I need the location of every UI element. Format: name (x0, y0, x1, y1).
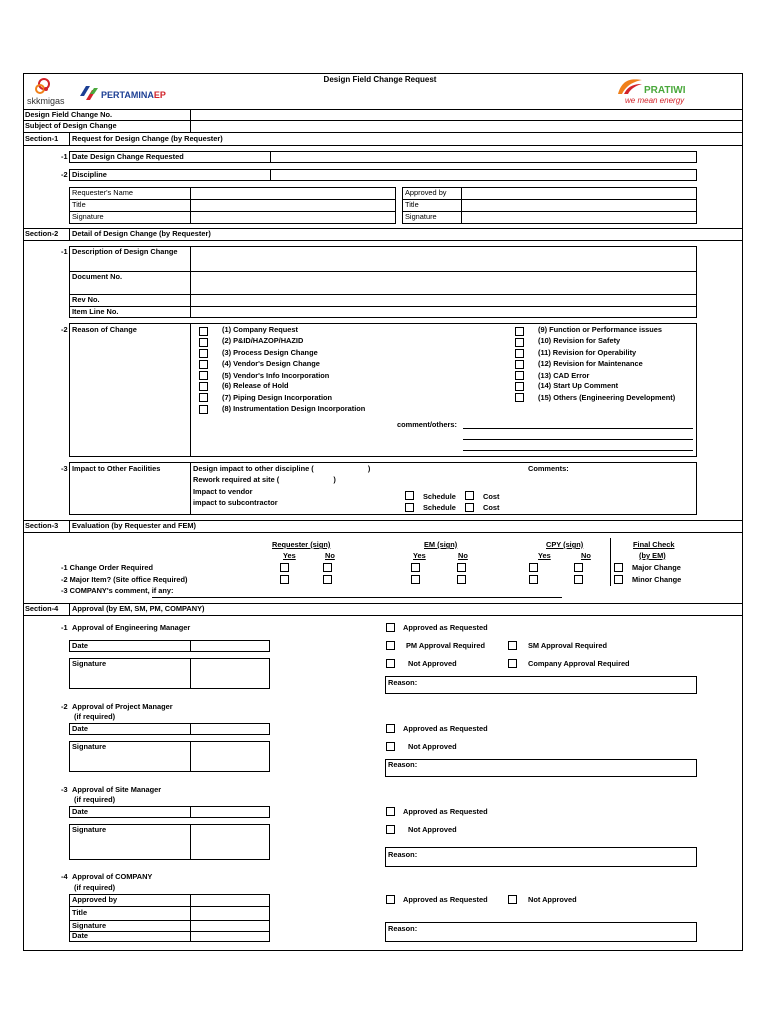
em-reason-field[interactable] (385, 676, 697, 694)
reason-of-change-label: Reason of Change (72, 325, 137, 334)
company-comment-label: -3 COMPANY's comment, if any: (61, 586, 174, 595)
s1-date-label: Date Design Change Requested (72, 152, 184, 161)
requesters-name-input[interactable] (191, 188, 395, 198)
document-no-input[interactable] (191, 272, 696, 293)
mi-requester-yes-checkbox[interactable] (280, 575, 289, 584)
co-reason-label: Reason: (388, 924, 418, 933)
s2-item1-num: -1 (61, 247, 68, 256)
major-item-label: -2 Major Item? (Site office Required) (61, 575, 188, 584)
em-reason-label: Reason: (388, 678, 418, 687)
subject-input[interactable] (191, 121, 741, 131)
co-signature-input[interactable] (191, 921, 269, 930)
minor-change-checkbox[interactable] (614, 575, 623, 584)
requester-title-input[interactable] (191, 200, 395, 210)
reason-4-label: (4) Vendor's Design Change (222, 359, 320, 368)
em-not-approved-label: Not Approved (408, 659, 457, 668)
comment-line-1[interactable] (463, 428, 693, 429)
s1-item1-num: -1 (61, 152, 68, 161)
document-no-label: Document No. (72, 272, 123, 281)
requester-title-label: Title (72, 200, 86, 209)
co-not-approved-label: Not Approved (528, 895, 577, 904)
reason-12-checkbox[interactable] (515, 360, 524, 369)
sm-not-approved-label: Not Approved (408, 825, 457, 834)
cpy-yes-header: Yes (538, 551, 551, 560)
s4-sm-num: -3 (61, 785, 68, 794)
requesters-name-label: Requester's Name (72, 188, 133, 197)
subcontractor-cost-checkbox[interactable] (465, 503, 474, 512)
reason-15-checkbox[interactable] (515, 393, 524, 402)
reason-1-checkbox[interactable] (199, 327, 208, 336)
vendor-cost-checkbox[interactable] (465, 491, 474, 500)
requester-no-header: No (325, 551, 335, 560)
reason-5-label: (5) Vendor's Info Incorporation (222, 371, 330, 380)
co-date-input[interactable] (191, 932, 269, 941)
pm-approved-checkbox[interactable] (386, 724, 395, 733)
co-approved-by-input[interactable] (191, 895, 269, 905)
s4-co-num: -4 (61, 872, 68, 881)
pm-approved-label: Approved as Requested (403, 724, 488, 733)
pm-reason-label: Reason: (388, 760, 418, 769)
co-approval-label: Approval of COMPANY (72, 872, 153, 881)
co-approved-by-label: Approved by (72, 895, 118, 904)
s1-discipline-input[interactable] (271, 170, 696, 180)
company-comment-line[interactable] (152, 597, 562, 598)
reason-8-checkbox[interactable] (199, 405, 208, 414)
vendor-schedule-label: Schedule (423, 492, 456, 501)
em-company-required-label: Company Approval Required (528, 659, 630, 668)
em-approved-label: Approved as Requested (403, 623, 488, 632)
major-change-label: Major Change (632, 563, 681, 572)
reason-3-checkbox[interactable] (199, 349, 208, 358)
reason-5-checkbox[interactable] (199, 371, 208, 380)
em-approval-label: Approval of Engineering Manager (72, 623, 191, 632)
reason-6-checkbox[interactable] (199, 382, 208, 391)
pm-approval-label: Approval of Project Manager (72, 702, 173, 711)
section1-title: Request for Design Change (by Requester) (72, 134, 223, 143)
section1-label: Section-1 (25, 134, 59, 143)
description-input[interactable] (191, 247, 696, 270)
item-line-no-input[interactable] (191, 307, 696, 317)
reason-11-label: (11) Revision for Operability (538, 348, 637, 357)
vendor-cost-label: Cost (483, 492, 500, 501)
vendor-schedule-checkbox[interactable] (405, 491, 414, 500)
approver-signature-input[interactable] (462, 212, 696, 223)
reason-15-label: (15) Others (Engineering Development) (538, 393, 676, 402)
requester-signature-label: Signature (72, 212, 104, 221)
co-requester-yes-checkbox[interactable] (280, 563, 289, 572)
final-check-header: Final Check (633, 540, 675, 549)
comment-others-label: comment/others: (397, 420, 457, 429)
section2-title: Detail of Design Change (by Requester) (72, 229, 211, 238)
sm-if-required: (if required) (74, 795, 116, 804)
em-approved-checkbox[interactable] (386, 623, 395, 632)
s1-date-input[interactable] (271, 152, 696, 162)
em-sign-header: EM (sign) (424, 540, 458, 549)
pertamina-logo-text: PERTAMINAEP (101, 90, 166, 100)
s2-item2-num: -2 (61, 325, 68, 334)
co-date-label: Date (72, 931, 89, 940)
pm-date-input[interactable] (191, 724, 269, 734)
sm-approved-checkbox[interactable] (386, 807, 395, 816)
em-pm-required-checkbox[interactable] (386, 641, 395, 650)
reason-7-checkbox[interactable] (199, 393, 208, 402)
em-date-label: Date (72, 641, 89, 650)
item-line-no-label: Item Line No. (72, 307, 119, 316)
pratiwi-logo-mark (616, 76, 644, 96)
em-date-input[interactable] (191, 641, 269, 651)
sm-signature-label: Signature (72, 825, 107, 834)
reason-4-checkbox[interactable] (199, 360, 208, 369)
reason-12-label: (12) Revision for Maintenance (538, 359, 643, 368)
subcontractor-schedule-label: Schedule (423, 503, 456, 512)
em-no-header: No (458, 551, 468, 560)
em-signature-label: Signature (72, 659, 107, 668)
requester-signature-input[interactable] (191, 212, 395, 223)
approver-signature-label: Signature (405, 212, 437, 221)
em-not-approved-checkbox[interactable] (386, 659, 395, 668)
subcontractor-cost-label: Cost (483, 503, 500, 512)
cpy-sign-header: CPY (sign) (546, 540, 584, 549)
section3-label: Section-3 (25, 521, 59, 530)
description-label: Description of Design Change (72, 247, 178, 256)
comment-line-2[interactable] (463, 439, 693, 440)
approver-title-label: Title (405, 200, 419, 209)
rev-no-label: Rev No. (72, 295, 100, 304)
sm-date-label: Date (72, 807, 89, 816)
impact-vendor-label: Impact to vendor (193, 487, 253, 496)
pm-not-approved-label: Not Approved (408, 742, 457, 751)
skkmigas-logo-text: skkmigas (27, 96, 65, 106)
section3-title: Evaluation (by Requester and FEM) (72, 521, 197, 530)
reason-2-label: (2) P&ID/HAZOP/HAZID (222, 336, 304, 345)
reason-7-label: (7) Piping Design Incorporation (222, 393, 333, 402)
requester-yes-header: Yes (283, 551, 296, 560)
co-em-no-checkbox[interactable] (457, 563, 466, 572)
pm-not-approved-checkbox[interactable] (386, 742, 395, 751)
sm-signature-input[interactable] (191, 825, 269, 859)
co-title-label: Title (72, 908, 88, 917)
mi-em-no-checkbox[interactable] (457, 575, 466, 584)
by-em-header: (by EM) (639, 551, 666, 560)
comment-line-3[interactable] (463, 450, 693, 451)
co-cpy-yes-checkbox[interactable] (529, 563, 538, 572)
approved-by-label: Approved by (405, 188, 447, 197)
co-title-input[interactable] (191, 907, 269, 919)
reason-13-checkbox[interactable] (515, 371, 524, 380)
sm-date-input[interactable] (191, 807, 269, 817)
s4-em-num: -1 (61, 623, 68, 632)
section2-label: Section-2 (25, 229, 59, 238)
reason-9-label: (9) Function or Performance issues (538, 325, 663, 334)
co-approved-label: Approved as Requested (403, 895, 488, 904)
reason-10-label: (10) Revision for Safety (538, 336, 621, 345)
approver-title-input[interactable] (462, 200, 696, 210)
reason-14-label: (14) Start Up Comment (538, 381, 619, 390)
reason-13-label: (13) CAD Error (538, 371, 590, 380)
em-company-required-checkbox[interactable] (508, 659, 517, 668)
co-em-yes-checkbox[interactable] (411, 563, 420, 572)
reason-2-checkbox[interactable] (199, 338, 208, 347)
minor-change-label: Minor Change (632, 575, 682, 584)
major-change-checkbox[interactable] (614, 563, 623, 572)
impact-subcontractor-label: impact to subcontractor (193, 498, 278, 507)
mi-cpy-yes-checkbox[interactable] (529, 575, 538, 584)
co-approved-checkbox[interactable] (386, 895, 395, 904)
subcontractor-schedule-checkbox[interactable] (405, 503, 414, 512)
pratiwi-tagline: we mean energy (625, 96, 685, 105)
field-change-no-label: Design Field Change No. (25, 110, 113, 119)
em-sm-required-checkbox[interactable] (508, 641, 517, 650)
section4-title: Approval (by EM, SM, PM, COMPANY) (72, 604, 205, 613)
reason-1-label: (1) Company Request (222, 325, 298, 334)
co-signature-label: Signature (72, 921, 107, 930)
pm-reason-field[interactable] (385, 759, 697, 777)
pm-if-required: (if required) (74, 712, 116, 721)
comments-label: Comments: (528, 464, 569, 473)
em-signature-input[interactable] (191, 659, 269, 688)
pm-signature-input[interactable] (191, 742, 269, 771)
s1-discipline-label: Discipline (72, 170, 107, 179)
co-cpy-no-checkbox[interactable] (574, 563, 583, 572)
reason-14-checkbox[interactable] (515, 382, 524, 391)
mi-cpy-no-checkbox[interactable] (574, 575, 583, 584)
field-change-no-input[interactable] (191, 110, 741, 120)
sm-reason-field[interactable] (385, 847, 697, 867)
cpy-no-header: No (581, 551, 591, 560)
co-if-required: (if required) (74, 883, 116, 892)
pm-signature-label: Signature (72, 742, 107, 751)
mi-em-yes-checkbox[interactable] (411, 575, 420, 584)
s1-item2-num: -2 (61, 170, 68, 179)
co-requester-no-checkbox[interactable] (323, 563, 332, 572)
mi-requester-no-checkbox[interactable] (323, 575, 332, 584)
change-order-label: -1 Change Order Required (61, 563, 153, 572)
impact-discipline-label: Design impact to other discipline ( ) (193, 464, 371, 473)
sm-approval-label: Approval of Site Manager (72, 785, 162, 794)
reason-8-label: (8) Instrumentation Design Incorporation (222, 404, 366, 413)
sm-approved-label: Approved as Requested (403, 807, 488, 816)
pratiwi-logo-text: PRATIWI (644, 85, 686, 96)
sm-reason-label: Reason: (388, 850, 418, 859)
sm-not-approved-checkbox[interactable] (386, 825, 395, 834)
em-sm-required-label: SM Approval Required (528, 641, 607, 650)
s4-pm-num: -2 (61, 702, 68, 711)
page-title: Design Field Change Request (323, 75, 437, 84)
requester-sign-header: Requester (sign) (272, 540, 331, 549)
subject-label: Subject of Design Change (25, 121, 117, 130)
impact-label: Impact to Other Facilities (72, 464, 161, 473)
reason-11-checkbox[interactable] (515, 349, 524, 358)
co-not-approved-checkbox[interactable] (508, 895, 517, 904)
reason-6-label: (6) Release of Hold (222, 381, 289, 390)
reason-10-checkbox[interactable] (515, 338, 524, 347)
em-yes-header: Yes (413, 551, 426, 560)
s2-item3-num: -3 (61, 464, 68, 473)
approved-by-input[interactable] (462, 188, 696, 198)
section4-label: Section-4 (25, 604, 59, 613)
co-reason-field[interactable] (385, 922, 697, 942)
rework-label: Rework required at site ( ) (193, 475, 336, 484)
reason-9-checkbox[interactable] (515, 327, 524, 336)
pm-date-label: Date (72, 724, 89, 733)
pertamina-logo-mark (78, 82, 100, 104)
reason-3-label: (3) Process Design Change (222, 348, 318, 357)
rev-no-input[interactable] (191, 295, 696, 305)
em-pm-required-label: PM Approval Required (406, 641, 485, 650)
